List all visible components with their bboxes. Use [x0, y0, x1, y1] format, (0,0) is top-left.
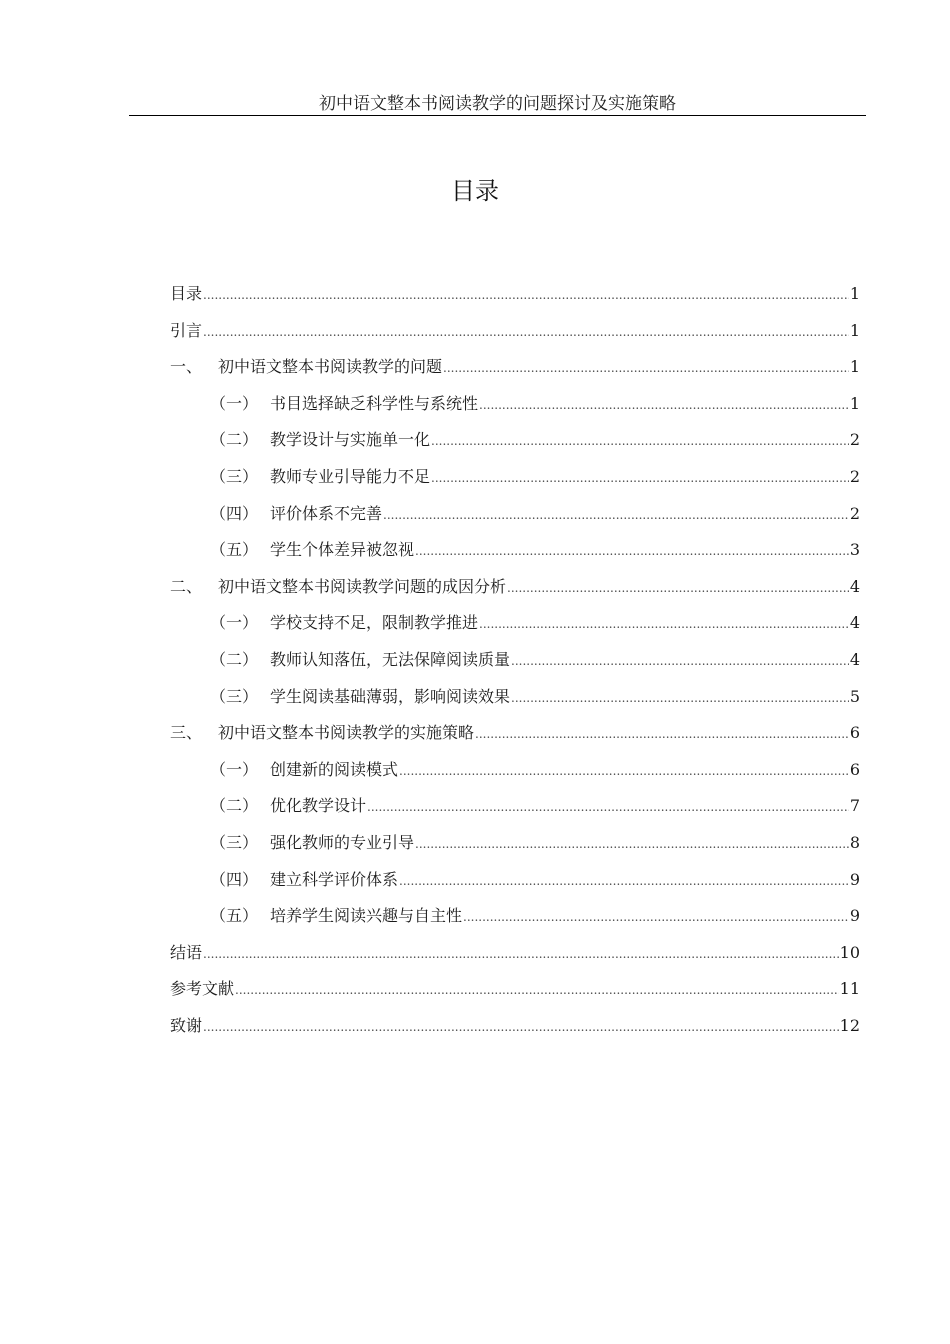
- toc-entry[interactable]: [170, 349, 860, 386]
- toc-entry-text: 初中语文整本书阅读教学问题的成因分析: [218, 576, 507, 596]
- dot-leader: [399, 863, 849, 900]
- toc-entry-text: 教学设计与实施单一化: [270, 430, 431, 450]
- toc-entry-page-number: 4: [849, 649, 860, 669]
- toc-entry-number: （五）: [210, 906, 259, 926]
- dot-leader: [203, 277, 849, 314]
- toc-entry[interactable]: [170, 679, 860, 716]
- toc-entry-page-number: 8: [849, 832, 860, 852]
- toc-entry-number: （一）: [210, 759, 259, 779]
- dot-leader: [507, 570, 849, 607]
- toc-entry-page-number: 6: [849, 759, 860, 779]
- toc-entry[interactable]: [170, 276, 860, 313]
- toc-entry-number: 三、: [170, 723, 203, 743]
- toc-entry-text: 学校支持不足，限制教学推进: [270, 613, 479, 633]
- dot-leader: [235, 972, 839, 1009]
- toc-entry-page-number: 1: [849, 320, 860, 340]
- toc-entry-number: 一、: [170, 357, 203, 377]
- toc-entry[interactable]: [170, 422, 860, 459]
- toc-entry-text: 评价体系不完善: [270, 503, 383, 523]
- toc-entry[interactable]: [170, 971, 860, 1008]
- toc-entry-text: 创建新的阅读模式: [270, 759, 399, 779]
- toc-entry-text: 教师认知落伍，无法保障阅读质量: [270, 649, 511, 669]
- toc-entry-page-number: 1: [849, 357, 860, 377]
- toc-entry[interactable]: [170, 935, 860, 972]
- dot-leader: [431, 423, 849, 460]
- toc-entry-page-number: 1: [849, 284, 860, 303]
- dot-leader: [443, 350, 849, 387]
- toc-entry-text: 教师专业引导能力不足: [270, 466, 431, 486]
- header-rule: [129, 115, 866, 116]
- toc-entry-page-number: 2: [849, 466, 860, 486]
- toc-entry-number: （二）: [210, 649, 259, 669]
- dot-leader: [463, 899, 849, 936]
- dot-leader: [475, 716, 849, 753]
- dot-leader: [479, 387, 849, 424]
- toc-entry-number: 二、: [170, 576, 203, 596]
- toc-entry[interactable]: [170, 386, 860, 423]
- toc-entry-text: 优化教学设计: [270, 796, 367, 816]
- dot-leader: [203, 936, 839, 973]
- toc-entry-page-number: 2: [849, 503, 860, 523]
- toc-entry-number: （四）: [210, 869, 259, 889]
- toc-entry-number: （四）: [210, 503, 259, 523]
- toc-entry-number: （一）: [210, 393, 259, 413]
- dot-leader: [479, 606, 849, 643]
- toc-entry-text: 目录: [170, 284, 203, 303]
- dot-leader: [415, 533, 849, 570]
- toc-entry-text: 学生阅读基础薄弱，影响阅读效果: [270, 686, 511, 706]
- toc-entry-page-number: 3: [849, 540, 860, 560]
- dot-leader: [511, 643, 849, 680]
- toc-entry-page-number: 2: [849, 430, 860, 450]
- toc-entry-page-number: 9: [849, 906, 860, 926]
- toc-entry-text: 书目选择缺乏科学性与系统性: [270, 393, 479, 413]
- toc-entry-number: （三）: [210, 832, 259, 852]
- toc-entry-text: 初中语文整本书阅读教学的问题: [218, 357, 443, 377]
- toc-entry-text: 培养学生阅读兴趣与自主性: [270, 906, 463, 926]
- toc-entry[interactable]: [170, 1008, 860, 1045]
- toc-entry-text: 致谢: [170, 1015, 203, 1035]
- toc-entry-text: 初中语文整本书阅读教学的实施策略: [218, 723, 475, 743]
- dot-leader: [383, 497, 849, 534]
- toc-entry-text: 强化教师的专业引导: [270, 832, 415, 852]
- toc-entry-page-number: 9: [849, 869, 860, 889]
- dot-leader: [431, 460, 849, 497]
- toc-entry-page-number: 11: [839, 979, 860, 999]
- toc-list: [170, 276, 860, 1044]
- toc-entry-page-number: 6: [849, 723, 860, 743]
- toc-entry-number: （一）: [210, 613, 259, 633]
- toc-entry-text: 结语: [170, 942, 203, 962]
- toc-entry-page-number: 10: [839, 942, 860, 962]
- dot-leader: [415, 826, 849, 863]
- toc-entry[interactable]: [170, 788, 860, 825]
- dot-leader: [203, 1009, 839, 1046]
- toc-entry-page-number: 5: [849, 686, 860, 706]
- toc-entry[interactable]: [170, 569, 860, 606]
- toc-entry-number: （五）: [210, 540, 259, 560]
- toc-entry-text: 参考文献: [170, 979, 235, 999]
- dot-leader: [203, 314, 849, 351]
- running-header: 初中语文整本书阅读教学的问题探讨及实施策略: [319, 94, 676, 114]
- toc-entry-number: （三）: [210, 686, 259, 706]
- toc-entry[interactable]: [170, 898, 860, 935]
- toc-entry-page-number: 12: [839, 1015, 860, 1035]
- toc-entry-number: （二）: [210, 430, 259, 450]
- toc-entry-text: 引言: [170, 320, 203, 340]
- toc-title: 目录: [451, 177, 499, 205]
- toc-entry-page-number: 7: [849, 796, 860, 816]
- toc-entry[interactable]: [170, 715, 860, 752]
- toc-entry[interactable]: [170, 313, 860, 350]
- toc-entry[interactable]: [170, 862, 860, 899]
- toc-entry[interactable]: [170, 642, 860, 679]
- dot-leader: [399, 753, 849, 790]
- toc-entry-number: （二）: [210, 796, 259, 816]
- toc-entry-page-number: 4: [849, 576, 860, 596]
- toc-entry-text: 建立科学评价体系: [270, 869, 399, 889]
- toc-entry[interactable]: [170, 825, 860, 862]
- toc-entry[interactable]: [170, 532, 860, 569]
- toc-entry[interactable]: [170, 605, 860, 642]
- dot-leader: [511, 680, 849, 717]
- toc-entry-number: （三）: [210, 466, 259, 486]
- dot-leader: [367, 789, 849, 826]
- toc-entry-page-number: 4: [849, 613, 860, 633]
- toc-entry[interactable]: [170, 496, 860, 533]
- toc-entry-page-number: 1: [849, 393, 860, 413]
- toc-entry-text: 学生个体差异被忽视: [270, 540, 415, 560]
- toc-entry[interactable]: [170, 459, 860, 496]
- toc-entry[interactable]: [170, 752, 860, 789]
